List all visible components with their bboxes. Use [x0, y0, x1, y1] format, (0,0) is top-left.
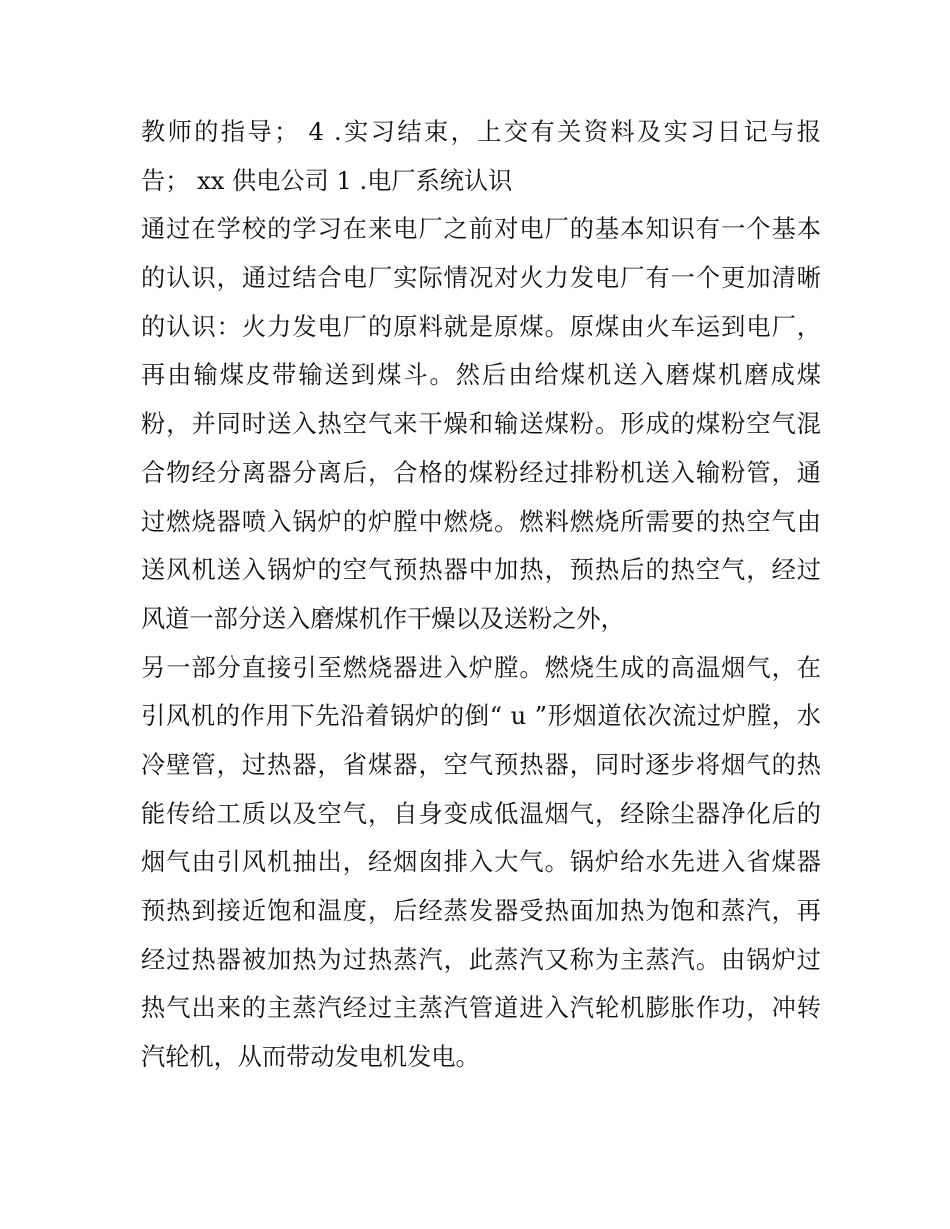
text-line: 的认识，通过结合电厂实际情况对火力发电厂有一个更加清晰	[141, 264, 821, 293]
text-line: 告； xx 供电公司 1 .电厂系统认识	[141, 166, 513, 195]
text-line: 预热到接近饱和温度，后经蒸发器受热面加热为饱和蒸汽，再	[141, 897, 821, 925]
text-line: 再由输煤皮带输送到煤斗。然后由给煤机送入磨煤机磨成煤	[141, 361, 821, 390]
text-line: 风道一部分送入磨煤机作干燥以及送粉之外，	[141, 604, 625, 633]
text-line: 烟气由引风机抽出，经烟囱排入大气。锅炉给水先进入省煤器	[141, 848, 821, 877]
text-line: 粉，并同时送入热空气来干燥和输送煤粉。形成的煤粉空气混	[141, 410, 821, 439]
text-line: 引风机的作用下先沿着锅炉的倒“ u ”形烟道依次流过炉膛，水	[141, 702, 821, 731]
text-line: 送风机送入锅炉的空气预热器中加热，预热后的热空气，经过	[141, 556, 821, 585]
text-line: 通过在学校的学习在来电厂之前对电厂的基本知识有一个基本	[141, 215, 821, 244]
text-line: 冷壁管，过热器，省煤器，空气预热器，同时逐步将烟气的热	[141, 750, 821, 779]
text-line: 能传给工质以及空气，自身变成低温烟气，经除尘器净化后的	[141, 799, 821, 828]
text-line: 的认识：火力发电厂的原料就是原煤。原煤由火车运到电厂，	[141, 312, 821, 341]
text-line: 教师的指导； 4 .实习结束，上交有关资料及实习日记与报	[141, 118, 821, 146]
text-line: 汽轮机，从而带动发电机发电。	[141, 1043, 480, 1072]
body-text	[141, 108, 821, 1082]
text-line: 热气出来的主蒸汽经过主蒸汽管道进入汽轮机膨胀作功，冲转	[141, 994, 821, 1023]
text-line: 过燃烧器喷入锅炉的炉膛中燃烧。燃料燃烧所需要的热空气由	[141, 507, 821, 536]
text-line: 经过热器被加热为过热蒸汽，此蒸汽又称为主蒸汽。由锅炉过	[141, 945, 821, 974]
text-line: 另一部分直接引至燃烧器进入炉膛。燃烧生成的高温烟气，在	[141, 653, 821, 682]
text-line: 合物经分离器分离后，合格的煤粉经过排粉机送入输粉管，通	[141, 458, 821, 487]
